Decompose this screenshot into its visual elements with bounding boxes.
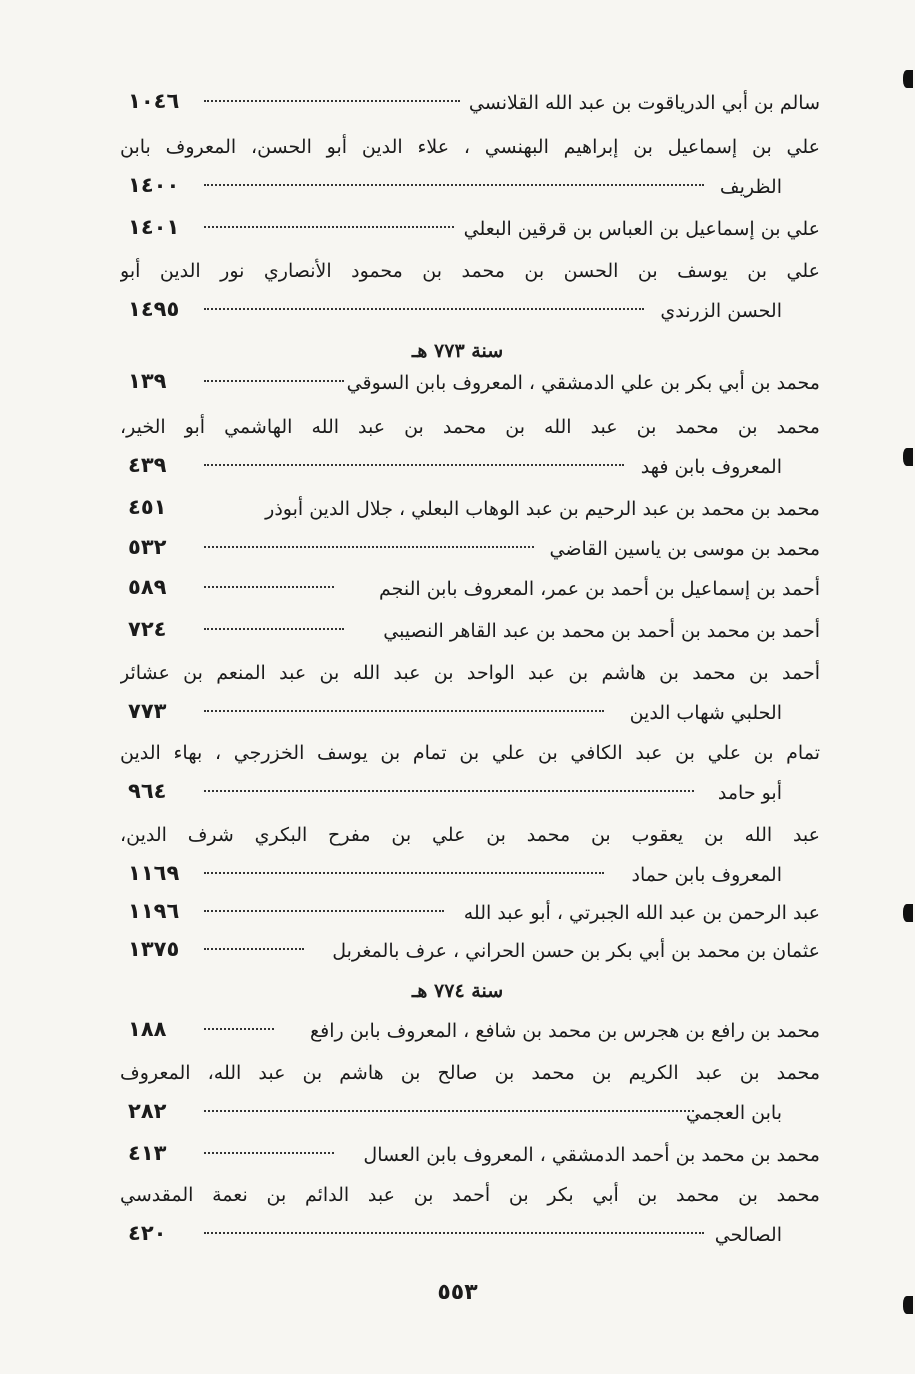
index-entry [120, 894, 820, 934]
entry-page-ref: ١٠٤٦ [128, 89, 180, 113]
entry-page-ref: ٤١٣ [128, 1141, 167, 1165]
entry-name: محمد بن أبي بكر بن علي الدمشقي ، المعروف بابن السوقي [346, 372, 820, 394]
leader-dots [204, 948, 304, 950]
index-entry [120, 84, 820, 124]
binding-mark [903, 1296, 913, 1314]
leader-dots [204, 1232, 704, 1234]
entry-name: أحمد بن محمد بن أحمد بن محمد بن عبد القاهر النصيبي [383, 620, 820, 642]
entry-page-ref: ٧٢٤ [128, 617, 167, 641]
entry-page-ref: ١٨٨ [128, 1017, 167, 1041]
leader-dots [204, 308, 644, 310]
entry-page-ref: ١٤٩٥ [128, 297, 180, 321]
index-entry [120, 856, 820, 896]
entry-page-ref: ٥٨٩ [128, 575, 167, 599]
entry-name: محمد بن موسى بن ياسين القاضي [549, 538, 820, 560]
entry-page-ref: ١١٩٦ [128, 899, 180, 923]
entry-name: أبو حامد [717, 782, 782, 804]
entry-name-line1: محمد بن محمد بن أبي بكر بن أحمد بن عبد الدائم بن نعمة المقدسي [120, 1184, 820, 1206]
entry-name-line1: علي بن إسماعيل بن إبراهيم البهنسي ، علاء الدين أبو الحسن، المعروف بابن [120, 136, 820, 158]
index-entry-first-line [120, 1054, 820, 1094]
index-entry [120, 1012, 820, 1052]
leader-dots [204, 586, 334, 588]
index-entry [120, 1094, 820, 1134]
index-entry [120, 364, 820, 404]
binding-mark [903, 904, 913, 922]
entry-page-ref: ١٣٧٥ [128, 937, 180, 961]
index-entry [120, 448, 820, 488]
index-entry [120, 932, 820, 972]
entry-name: الحسن الزرندي [660, 300, 782, 322]
entry-name: الظريف [719, 176, 782, 198]
year-heading: سنة ٧٧٤ هـ [411, 980, 504, 1002]
index-entry-first-line [120, 408, 820, 448]
page-number: ٥٥٣ [437, 1280, 478, 1305]
entry-name: سالم بن أبي الدرياقوت بن عبد الله القلانسي [468, 92, 820, 114]
leader-dots [204, 184, 704, 186]
index-entry [120, 774, 820, 814]
index-entry [120, 530, 820, 570]
index-entry-first-line [120, 734, 820, 774]
entry-name: المعروف بابن حماد [631, 864, 782, 886]
entry-name: أحمد بن إسماعيل بن أحمد بن عمر، المعروف بابن النجم [378, 578, 820, 600]
leader-dots [204, 546, 534, 548]
leader-dots [204, 910, 444, 912]
index-entry-first-line [120, 128, 820, 168]
index-entry [120, 1216, 820, 1256]
entry-page-ref: ١٣٩ [128, 369, 167, 393]
leader-dots [204, 1152, 334, 1154]
entry-page-ref: ١٤٠٠ [128, 173, 180, 197]
entry-name: المعروف بابن فهد [640, 456, 782, 478]
entry-name-line1: محمد بن محمد بن عبد الله بن محمد بن عبد الله الهاشمي أبو الخير، [120, 416, 820, 438]
leader-dots [204, 1110, 694, 1112]
entry-name-line1: محمد بن عبد الكريم بن محمد بن صالح بن هاشم بن عبد الله، المعروف [120, 1062, 820, 1084]
leader-dots [204, 100, 460, 102]
leader-dots [204, 872, 604, 874]
index-entry-first-line [120, 654, 820, 694]
entry-page-ref: ٩٦٤ [128, 779, 167, 803]
leader-dots [204, 790, 694, 792]
entry-page-ref: ٢٨٢ [128, 1099, 167, 1123]
index-entry [120, 292, 820, 332]
entry-name-line1: أحمد بن محمد بن هاشم بن عبد الواحد بن عبد الله بن عبد المنعم بن عشائر [120, 662, 820, 684]
index-entry-first-line [120, 816, 820, 856]
entry-page-ref: ١١٦٩ [128, 861, 180, 885]
entry-page-ref: ٤٣٩ [128, 453, 167, 477]
entry-page-ref: ٥٣٢ [128, 535, 167, 559]
entry-name: الصالحي [714, 1224, 782, 1246]
binding-mark [903, 70, 913, 88]
entry-name: محمد بن محمد بن عبد الرحيم بن عبد الوهاب البعلي ، جلال الدين أبوذر [265, 498, 820, 520]
entry-name-line1: علي بن يوسف بن الحسن بن محمد بن محمود الأنصاري نور الدين أبو [120, 260, 820, 282]
leader-dots [204, 628, 344, 630]
index-entry [120, 490, 820, 530]
entry-name: محمد بن رافع بن هجرس بن محمد بن شافع ، المعروف بابن رافع [310, 1020, 820, 1042]
index-entry-first-line [120, 1176, 820, 1216]
year-heading: سنة ٧٧٣ هـ [411, 340, 504, 362]
index-entry [120, 168, 820, 208]
entry-name: عبد الرحمن بن عبد الله الجبرتي ، أبو عبد الله [463, 902, 820, 924]
entry-page-ref: ٤٥١ [128, 495, 167, 519]
entry-name: علي بن إسماعيل بن العباس بن قرقين البعلي [463, 218, 820, 240]
entry-page-ref: ٤٢٠ [128, 1221, 167, 1245]
index-entry [120, 1136, 820, 1176]
index-entry-first-line [120, 252, 820, 292]
entry-page-ref: ٧٧٣ [128, 699, 167, 723]
index-entry [120, 694, 820, 734]
entry-name: الحلبي شهاب الدين [629, 702, 782, 724]
index-entry [120, 612, 820, 652]
leader-dots [204, 380, 344, 382]
entry-name: محمد بن محمد بن أحمد الدمشقي ، المعروف بابن العسال [363, 1144, 820, 1166]
entry-page-ref: ١٤٠١ [128, 215, 180, 239]
index-entry [120, 210, 820, 250]
entry-name: بابن العجمي [685, 1102, 782, 1124]
entry-name-line1: تمام بن علي بن عبد الكافي بن علي بن تمام بن يوسف الخزرجي ، بهاء الدين [120, 742, 820, 764]
leader-dots [204, 226, 454, 228]
entry-name: عثمان بن محمد بن أبي بكر بن حسن الحراني ، عرف بالمغربل [332, 940, 820, 962]
binding-mark [903, 448, 913, 466]
index-entry [120, 570, 820, 610]
entry-name-line1: عبد الله بن يعقوب بن محمد بن علي بن مفرح البكري شرف الدين، [120, 824, 820, 846]
leader-dots [204, 1028, 274, 1030]
leader-dots [204, 710, 604, 712]
leader-dots [204, 464, 624, 466]
